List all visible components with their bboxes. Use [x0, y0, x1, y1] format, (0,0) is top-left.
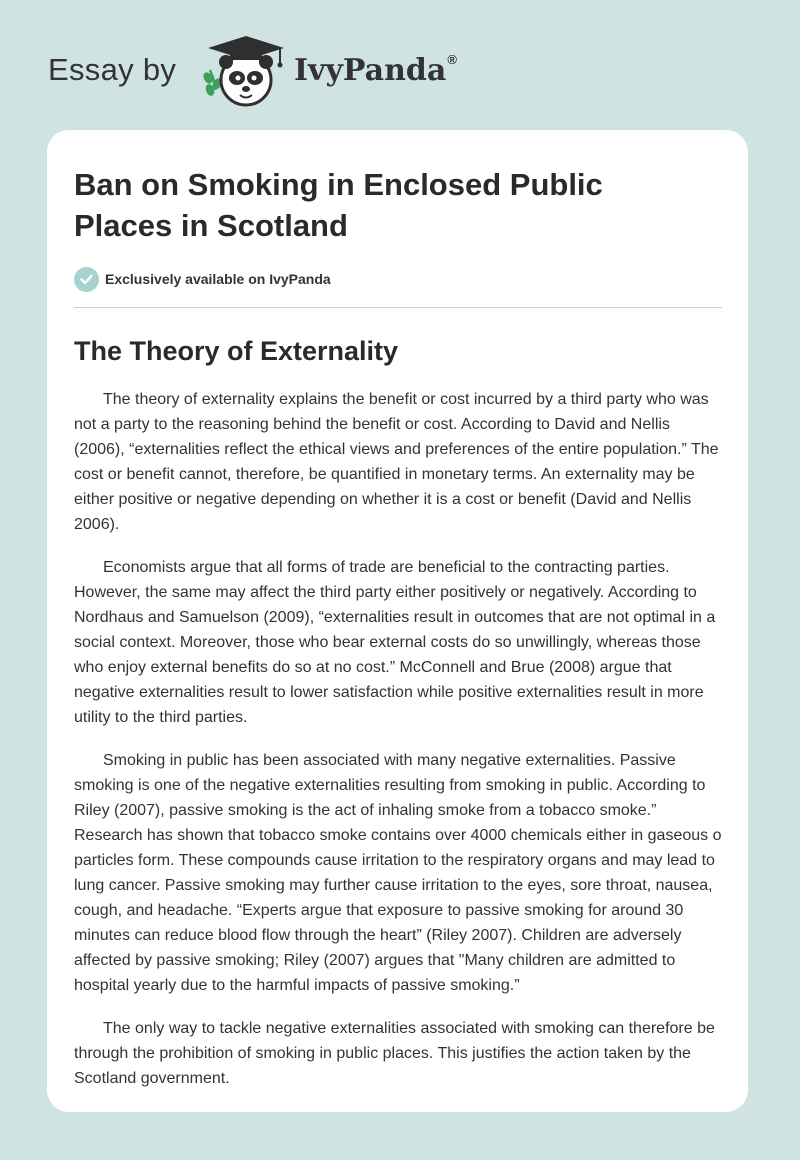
article-card: [47, 130, 748, 1112]
exclusive-badge: [74, 266, 721, 292]
site-header: [0, 0, 800, 130]
paragraph: Economists argue that all forms of trade are beneficial to the contracting parties. However, the same may affect the third party either positively or negatively. According to Nordhaus and Samuelson (2009), “externalities result in outcomes that are not optimal in a social context. Moreover, those who bear external costs do so unwillingly, whereas those who enjoy external benefits do so at no cost.” McConnell and Brue (2008) argue that negative externalities result to lower satisfaction while positive externalities result in more utility to the third parties.: [74, 559, 716, 726]
section-heading: The Theory of Externality: [74, 336, 399, 366]
paragraph: Smoking in public has been associated with many negative externalities. Passive smoking is one of the negative externalities resulting from smoking in public. According to Riley (2007), passive smoking is the act of inhaling smoke from a tobacco smoke.” Research has shown that tobacco smoke contains over 4000 chemicals either in gaseous o particles form. These compounds cause irritation to the respiratory organs and may lead to lung cancer. Passive smoking may further cause irritation to the eyes, sore throat, nausea, cough, and headache. “Experts argue that exposure to passive smoking for around 30 minutes can reduce blood flow through the heart” (Riley 2007). Children are adversely affected by passive smoking; Riley (2007) argues that "Many children are admitted to hospital yearly due to the harmful impacts of passive smoking.”: [74, 752, 722, 994]
page-title: Ban on Smoking in Enclosed Public Places in Scotland: [74, 167, 603, 243]
exclusive-badge-text: Exclusively available on IvyPanda: [105, 271, 331, 287]
panda-graduate-icon[interactable]: [200, 34, 292, 112]
registered-mark: ®: [447, 52, 457, 67]
check-icon: [74, 267, 99, 292]
divider: [74, 307, 722, 308]
brand-name: IvyPanda: [294, 53, 447, 88]
essay-by-label: Essay by: [48, 52, 177, 87]
paragraph: The theory of externality explains the benefit or cost incurred by a third party who was not a party to the reasoning behind the benefit or cost. According to David and Nellis (2006), “externalities reflect the ethical views and preferences of the entire population.” The cost or benefit cannot, therefore, be quantified in monetary terms. An externality may be either positive or negative depending on whether it is a cost or benefit (David and Nellis 2006).: [74, 391, 719, 533]
brand-logo[interactable]: [294, 52, 457, 88]
paragraph: The only way to tackle negative externalities associated with smoking can therefore be through the prohibition of smoking in public places. This justifies the action taken by the Scotland government.: [74, 1020, 715, 1087]
